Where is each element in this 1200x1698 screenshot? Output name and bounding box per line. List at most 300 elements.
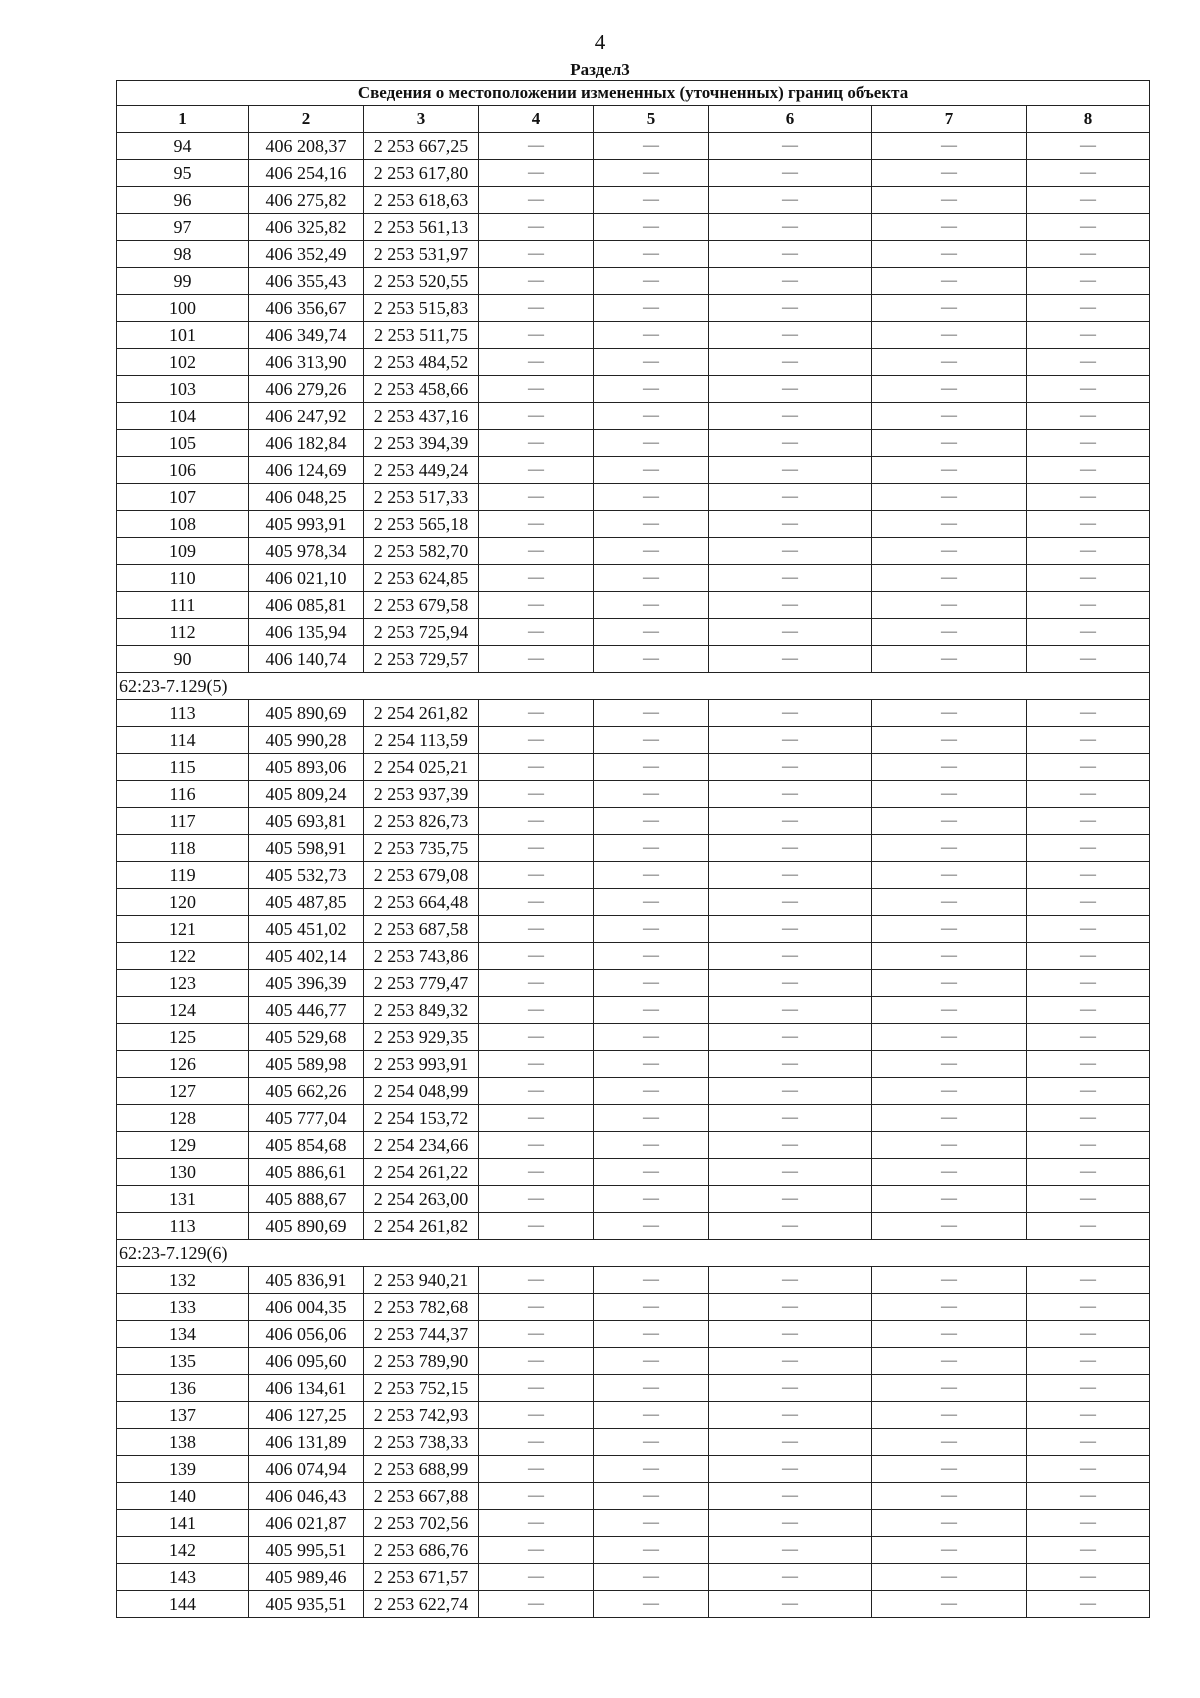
empty-cell: — [479, 808, 594, 835]
empty-cell: — [1027, 970, 1150, 997]
table-row [117, 1321, 1150, 1348]
empty-cell: — [479, 565, 594, 592]
empty-cell: — [1027, 1105, 1150, 1132]
table-caption: Сведения о местоположении измененных (уточненных) границ объекта [117, 81, 1150, 106]
empty-cell: — [872, 295, 1027, 322]
empty-cell: — [479, 349, 594, 376]
table-row [117, 835, 1150, 862]
table-body [117, 133, 1150, 1618]
empty-cell: — [594, 511, 709, 538]
empty-cell: — [872, 538, 1027, 565]
coordinate-x-cell: 405 777,04 [249, 1105, 364, 1132]
empty-cell: — [479, 295, 594, 322]
point-number-cell: 113 [117, 700, 249, 727]
table-row [117, 1024, 1150, 1051]
empty-cell: — [709, 187, 872, 214]
coordinate-y-cell: 2 253 667,88 [364, 1483, 479, 1510]
coordinate-x-cell: 405 893,06 [249, 754, 364, 781]
coordinate-y-cell: 2 253 671,57 [364, 1564, 479, 1591]
empty-cell: — [872, 1591, 1027, 1618]
empty-cell: — [594, 727, 709, 754]
coordinate-x-cell: 406 021,87 [249, 1510, 364, 1537]
coordinate-x-cell: 405 836,91 [249, 1267, 364, 1294]
empty-cell: — [872, 781, 1027, 808]
empty-cell: — [594, 1564, 709, 1591]
empty-cell: — [479, 484, 594, 511]
coordinate-y-cell: 2 253 725,94 [364, 619, 479, 646]
table-row [117, 700, 1150, 727]
coordinate-x-cell: 406 275,82 [249, 187, 364, 214]
coordinate-x-cell: 405 451,02 [249, 916, 364, 943]
coordinate-x-cell: 405 886,61 [249, 1159, 364, 1186]
empty-cell: — [872, 403, 1027, 430]
empty-cell: — [479, 511, 594, 538]
table-row [117, 916, 1150, 943]
empty-cell: — [594, 565, 709, 592]
table-row [117, 619, 1150, 646]
coordinate-x-cell: 406 356,67 [249, 295, 364, 322]
coordinate-y-cell: 2 253 729,57 [364, 646, 479, 673]
table-row [117, 349, 1150, 376]
empty-cell: — [479, 1159, 594, 1186]
point-number-cell: 118 [117, 835, 249, 862]
point-number-cell: 105 [117, 430, 249, 457]
point-number-cell: 131 [117, 1186, 249, 1213]
empty-cell: — [709, 1321, 872, 1348]
table-row [117, 322, 1150, 349]
empty-cell: — [594, 430, 709, 457]
empty-cell: — [872, 1078, 1027, 1105]
empty-cell: — [479, 1375, 594, 1402]
coordinate-y-cell: 2 253 789,90 [364, 1348, 479, 1375]
coordinate-y-cell: 2 253 517,33 [364, 484, 479, 511]
empty-cell: — [479, 646, 594, 673]
coordinate-y-cell: 2 253 667,25 [364, 133, 479, 160]
empty-cell: — [594, 1348, 709, 1375]
point-number-cell: 144 [117, 1591, 249, 1618]
table-row [117, 1456, 1150, 1483]
column-header-3: 3 [364, 106, 479, 133]
coordinate-x-cell: 406 004,35 [249, 1294, 364, 1321]
empty-cell: — [872, 484, 1027, 511]
point-number-cell: 116 [117, 781, 249, 808]
empty-cell: — [594, 376, 709, 403]
empty-cell: — [479, 268, 594, 295]
empty-cell: — [1027, 835, 1150, 862]
coordinate-x-cell: 405 529,68 [249, 1024, 364, 1051]
coordinate-y-cell: 2 253 664,48 [364, 889, 479, 916]
empty-cell: — [709, 1564, 872, 1591]
empty-cell: — [1027, 1213, 1150, 1240]
empty-cell: — [872, 133, 1027, 160]
empty-cell: — [479, 1132, 594, 1159]
table-row [117, 511, 1150, 538]
point-number-cell: 108 [117, 511, 249, 538]
coordinate-y-cell: 2 253 744,37 [364, 1321, 479, 1348]
empty-cell: — [594, 214, 709, 241]
group-label: 62:23-7.129(5) [117, 673, 1150, 700]
empty-cell: — [594, 1429, 709, 1456]
empty-cell: — [709, 592, 872, 619]
empty-cell: — [479, 1429, 594, 1456]
empty-cell: — [709, 889, 872, 916]
coordinate-x-cell: 406 355,43 [249, 268, 364, 295]
empty-cell: — [594, 700, 709, 727]
empty-cell: — [479, 916, 594, 943]
empty-cell: — [479, 1456, 594, 1483]
point-number-cell: 140 [117, 1483, 249, 1510]
coordinate-y-cell: 2 253 940,21 [364, 1267, 479, 1294]
coordinate-x-cell: 405 935,51 [249, 1591, 364, 1618]
point-number-cell: 101 [117, 322, 249, 349]
empty-cell: — [594, 646, 709, 673]
empty-cell: — [594, 943, 709, 970]
coordinate-y-cell: 2 253 688,99 [364, 1456, 479, 1483]
empty-cell: — [1027, 1348, 1150, 1375]
empty-cell: — [479, 754, 594, 781]
empty-cell: — [1027, 1132, 1150, 1159]
table-row [117, 1591, 1150, 1618]
empty-cell: — [594, 1483, 709, 1510]
coordinate-y-cell: 2 253 617,80 [364, 160, 479, 187]
empty-cell: — [594, 916, 709, 943]
coordinate-y-cell: 2 253 937,39 [364, 781, 479, 808]
empty-cell: — [479, 1564, 594, 1591]
point-number-cell: 104 [117, 403, 249, 430]
empty-cell: — [1027, 889, 1150, 916]
point-number-cell: 135 [117, 1348, 249, 1375]
coordinate-x-cell: 406 085,81 [249, 592, 364, 619]
point-number-cell: 102 [117, 349, 249, 376]
coordinate-y-cell: 2 253 929,35 [364, 1024, 479, 1051]
empty-cell: — [479, 889, 594, 916]
empty-cell: — [594, 187, 709, 214]
boundary-coordinates-table [116, 80, 1150, 1618]
empty-cell: — [709, 1375, 872, 1402]
empty-cell: — [872, 970, 1027, 997]
empty-cell: — [1027, 214, 1150, 241]
empty-cell: — [1027, 1159, 1150, 1186]
column-header-2: 2 [249, 106, 364, 133]
point-number-cell: 100 [117, 295, 249, 322]
coordinate-y-cell: 2 253 752,15 [364, 1375, 479, 1402]
coordinate-x-cell: 405 402,14 [249, 943, 364, 970]
coordinate-x-cell: 406 247,92 [249, 403, 364, 430]
coordinate-x-cell: 406 279,26 [249, 376, 364, 403]
empty-cell: — [479, 592, 594, 619]
empty-cell: — [479, 1294, 594, 1321]
empty-cell: — [1027, 1564, 1150, 1591]
empty-cell: — [709, 538, 872, 565]
coordinate-x-cell: 405 890,69 [249, 1213, 364, 1240]
empty-cell: — [709, 214, 872, 241]
table-row [117, 430, 1150, 457]
empty-cell: — [1027, 430, 1150, 457]
empty-cell: — [594, 1132, 709, 1159]
coordinate-x-cell: 406 074,94 [249, 1456, 364, 1483]
coordinate-y-cell: 2 253 624,85 [364, 565, 479, 592]
coordinate-y-cell: 2 253 458,66 [364, 376, 479, 403]
empty-cell: — [594, 862, 709, 889]
empty-cell: — [709, 1132, 872, 1159]
empty-cell: — [1027, 808, 1150, 835]
coordinate-x-cell: 406 135,94 [249, 619, 364, 646]
empty-cell: — [872, 511, 1027, 538]
column-header-5: 5 [594, 106, 709, 133]
empty-cell: — [872, 727, 1027, 754]
empty-cell: — [594, 538, 709, 565]
table-row [117, 1132, 1150, 1159]
table-row [117, 970, 1150, 997]
empty-cell: — [709, 916, 872, 943]
empty-cell: — [1027, 997, 1150, 1024]
coordinate-x-cell: 406 134,61 [249, 1375, 364, 1402]
empty-cell: — [479, 241, 594, 268]
empty-cell: — [1027, 268, 1150, 295]
empty-cell: — [872, 376, 1027, 403]
coordinate-y-cell: 2 253 561,13 [364, 214, 479, 241]
table-row [117, 1105, 1150, 1132]
empty-cell: — [594, 160, 709, 187]
column-header-1: 1 [117, 106, 249, 133]
empty-cell: — [872, 1429, 1027, 1456]
empty-cell: — [594, 295, 709, 322]
empty-cell: — [1027, 1483, 1150, 1510]
coordinate-y-cell: 2 253 520,55 [364, 268, 479, 295]
empty-cell: — [709, 403, 872, 430]
point-number-cell: 90 [117, 646, 249, 673]
empty-cell: — [1027, 565, 1150, 592]
empty-cell: — [872, 1402, 1027, 1429]
empty-cell: — [479, 160, 594, 187]
point-number-cell: 141 [117, 1510, 249, 1537]
empty-cell: — [1027, 403, 1150, 430]
empty-cell: — [709, 268, 872, 295]
point-number-cell: 117 [117, 808, 249, 835]
table-row [117, 1186, 1150, 1213]
point-number-cell: 130 [117, 1159, 249, 1186]
empty-cell: — [709, 727, 872, 754]
table-row [117, 1537, 1150, 1564]
point-number-cell: 127 [117, 1078, 249, 1105]
empty-cell: — [594, 1294, 709, 1321]
empty-cell: — [872, 1294, 1027, 1321]
point-number-cell: 119 [117, 862, 249, 889]
empty-cell: — [594, 1105, 709, 1132]
coordinate-y-cell: 2 253 849,32 [364, 997, 479, 1024]
empty-cell: — [479, 1105, 594, 1132]
empty-cell: — [709, 1510, 872, 1537]
coordinate-x-cell: 406 056,06 [249, 1321, 364, 1348]
point-number-cell: 134 [117, 1321, 249, 1348]
empty-cell: — [709, 1537, 872, 1564]
coordinate-x-cell: 405 662,26 [249, 1078, 364, 1105]
empty-cell: — [1027, 619, 1150, 646]
empty-cell: — [479, 1537, 594, 1564]
empty-cell: — [594, 592, 709, 619]
empty-cell: — [872, 1537, 1027, 1564]
coordinate-y-cell: 2 253 679,08 [364, 862, 479, 889]
empty-cell: — [872, 457, 1027, 484]
empty-cell: — [479, 1348, 594, 1375]
empty-cell: — [1027, 160, 1150, 187]
table-row [117, 1429, 1150, 1456]
empty-cell: — [709, 511, 872, 538]
table-row [117, 241, 1150, 268]
empty-cell: — [594, 970, 709, 997]
empty-cell: — [872, 1024, 1027, 1051]
empty-cell: — [479, 457, 594, 484]
empty-cell: — [1027, 1402, 1150, 1429]
empty-cell: — [594, 133, 709, 160]
point-number-cell: 128 [117, 1105, 249, 1132]
empty-cell: — [1027, 322, 1150, 349]
empty-cell: — [594, 781, 709, 808]
table-row [117, 403, 1150, 430]
coordinate-x-cell: 406 254,16 [249, 160, 364, 187]
coordinate-x-cell: 405 446,77 [249, 997, 364, 1024]
empty-cell: — [479, 1051, 594, 1078]
empty-cell: — [872, 700, 1027, 727]
empty-cell: — [872, 430, 1027, 457]
coordinate-y-cell: 2 253 449,24 [364, 457, 479, 484]
point-number-cell: 133 [117, 1294, 249, 1321]
table-row [117, 1510, 1150, 1537]
point-number-cell: 137 [117, 1402, 249, 1429]
table-row [117, 565, 1150, 592]
empty-cell: — [709, 1105, 872, 1132]
empty-cell: — [709, 430, 872, 457]
empty-cell: — [872, 214, 1027, 241]
empty-cell: — [1027, 187, 1150, 214]
point-number-cell: 106 [117, 457, 249, 484]
coordinate-x-cell: 405 589,98 [249, 1051, 364, 1078]
empty-cell: — [709, 376, 872, 403]
coordinate-x-cell: 406 048,25 [249, 484, 364, 511]
empty-cell: — [479, 943, 594, 970]
empty-cell: — [709, 1024, 872, 1051]
empty-cell: — [479, 700, 594, 727]
point-number-cell: 103 [117, 376, 249, 403]
coordinate-y-cell: 2 253 511,75 [364, 322, 479, 349]
empty-cell: — [594, 808, 709, 835]
empty-cell: — [872, 1159, 1027, 1186]
coordinate-y-cell: 2 253 742,93 [364, 1402, 479, 1429]
empty-cell: — [872, 1213, 1027, 1240]
empty-cell: — [479, 376, 594, 403]
table-row [117, 646, 1150, 673]
empty-cell: — [872, 862, 1027, 889]
table-row [117, 862, 1150, 889]
empty-cell: — [479, 1321, 594, 1348]
coordinate-y-cell: 2 253 515,83 [364, 295, 479, 322]
column-number-row [117, 106, 1150, 133]
empty-cell: — [872, 187, 1027, 214]
point-number-cell: 123 [117, 970, 249, 997]
point-number-cell: 112 [117, 619, 249, 646]
coordinate-y-cell: 2 253 618,63 [364, 187, 479, 214]
empty-cell: — [709, 565, 872, 592]
point-number-cell: 125 [117, 1024, 249, 1051]
table-row [117, 1267, 1150, 1294]
coordinate-y-cell: 2 253 622,74 [364, 1591, 479, 1618]
empty-cell: — [594, 1510, 709, 1537]
empty-cell: — [709, 1267, 872, 1294]
coordinate-x-cell: 405 809,24 [249, 781, 364, 808]
empty-cell: — [479, 214, 594, 241]
empty-cell: — [594, 889, 709, 916]
empty-cell: — [479, 403, 594, 430]
empty-cell: — [872, 1267, 1027, 1294]
coordinate-y-cell: 2 253 531,97 [364, 241, 479, 268]
coordinate-y-cell: 2 254 234,66 [364, 1132, 479, 1159]
column-header-6: 6 [709, 106, 872, 133]
empty-cell: — [1027, 295, 1150, 322]
coordinate-x-cell: 405 888,67 [249, 1186, 364, 1213]
empty-cell: — [709, 943, 872, 970]
empty-cell: — [594, 1078, 709, 1105]
empty-cell: — [594, 835, 709, 862]
empty-cell: — [479, 1591, 594, 1618]
column-header-8: 8 [1027, 106, 1150, 133]
empty-cell: — [709, 1348, 872, 1375]
point-number-cell: 142 [117, 1537, 249, 1564]
empty-cell: — [594, 754, 709, 781]
table-row [117, 484, 1150, 511]
empty-cell: — [1027, 754, 1150, 781]
empty-cell: — [594, 1051, 709, 1078]
coordinate-x-cell: 406 131,89 [249, 1429, 364, 1456]
empty-cell: — [872, 1375, 1027, 1402]
table-row [117, 1051, 1150, 1078]
group-label: 62:23-7.129(6) [117, 1240, 1150, 1267]
table-row [117, 592, 1150, 619]
coordinate-x-cell: 406 095,60 [249, 1348, 364, 1375]
empty-cell: — [594, 997, 709, 1024]
point-number-cell: 138 [117, 1429, 249, 1456]
empty-cell: — [1027, 511, 1150, 538]
empty-cell: — [709, 808, 872, 835]
empty-cell: — [594, 484, 709, 511]
empty-cell: — [872, 619, 1027, 646]
empty-cell: — [1027, 646, 1150, 673]
point-number-cell: 111 [117, 592, 249, 619]
empty-cell: — [1027, 592, 1150, 619]
empty-cell: — [479, 997, 594, 1024]
empty-cell: — [1027, 700, 1150, 727]
coordinate-y-cell: 2 253 679,58 [364, 592, 479, 619]
empty-cell: — [709, 781, 872, 808]
coordinate-x-cell: 405 396,39 [249, 970, 364, 997]
empty-cell: — [479, 430, 594, 457]
coordinate-x-cell: 405 487,85 [249, 889, 364, 916]
point-number-cell: 122 [117, 943, 249, 970]
coordinate-x-cell: 405 978,34 [249, 538, 364, 565]
empty-cell: — [872, 160, 1027, 187]
coordinate-y-cell: 2 253 582,70 [364, 538, 479, 565]
empty-cell: — [594, 403, 709, 430]
table-row [117, 1078, 1150, 1105]
empty-cell: — [1027, 781, 1150, 808]
empty-cell: — [479, 1267, 594, 1294]
empty-cell: — [479, 727, 594, 754]
empty-cell: — [709, 1429, 872, 1456]
empty-cell: — [709, 1186, 872, 1213]
empty-cell: — [479, 322, 594, 349]
empty-cell: — [594, 1402, 709, 1429]
coordinate-y-cell: 2 253 437,16 [364, 403, 479, 430]
empty-cell: — [1027, 1456, 1150, 1483]
